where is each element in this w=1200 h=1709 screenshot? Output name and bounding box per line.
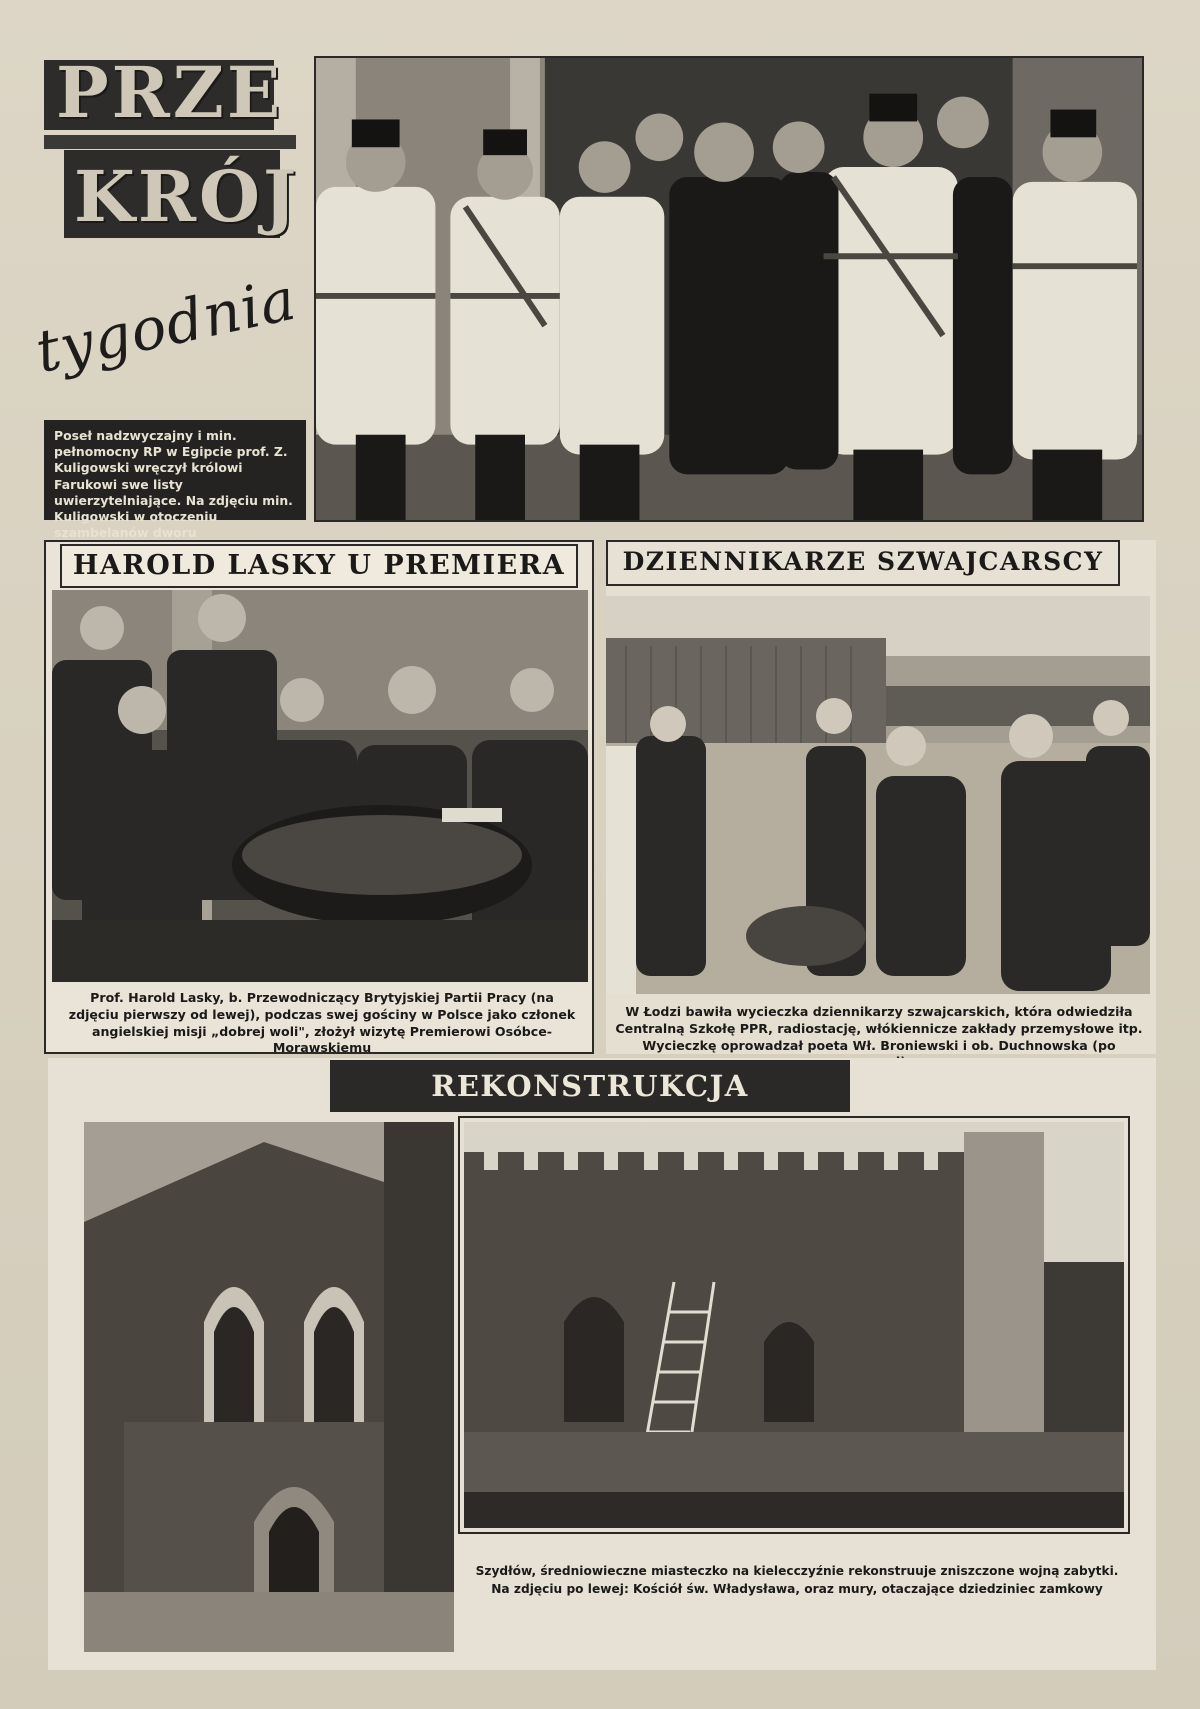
masthead-word-top: PRZE [56,51,284,134]
photo-egypt-ceremony [314,56,1144,522]
photo-lasky-meeting [52,590,588,982]
photo-swiss-journalists [606,596,1150,994]
headline-lasky: HAROLD LASKY U PREMIERA [60,544,578,588]
headline-swiss: DZIENNIKARZE SZWAJCARSCY [606,540,1120,586]
masthead-word-bottom: KRÓJ [74,155,300,238]
caption-lasky: Prof. Harold Lasky, b. Przewodniczący Brytyjskiej Partii Pracy (na zdjęciu pierwszy od lewej), podczas swej gościny w Polsce jako członek angielskiej misji „dobrej woli", złożył wizytę Premierowi Osóbce-Morawskiemu [68,990,576,1056]
photo-church-ruins [84,1122,454,1652]
headline-monuments: REKONSTRUKCJA [330,1060,850,1112]
caption-swiss: W Łodzi bawiła wycieczka dziennikarzy szwajcarskich, która odwiedziła Centralną Szkołę PPR, radiostację, włókiennicze zakłady przemysłowe itp. Wycieczkę oprowadzał poeta Wł. Broniewski i ob. Duchnowska (po [615,1004,1143,1053]
caption-egypt: Poseł nadzwyczajny i min. pełnomocny RP w Egipcie prof. Z. Kuligowski wręczył królowi Farukowi swe listy uwierzytelniające. Na zdjęciu min. Kuligowski w otoczeniu szambelanów dworu [44,420,306,520]
caption-monuments: Szydłów, średniowieczne miasteczko na kielecczyźnie rekonstruuje zniszczone wojną zabytki. Na zdjęciu po lewej: Kościół św. Władysława, oraz mury, otaczające dziedziniec zamkowy [475,1564,1119,1596]
masthead-script: tygodnia [29,264,302,386]
